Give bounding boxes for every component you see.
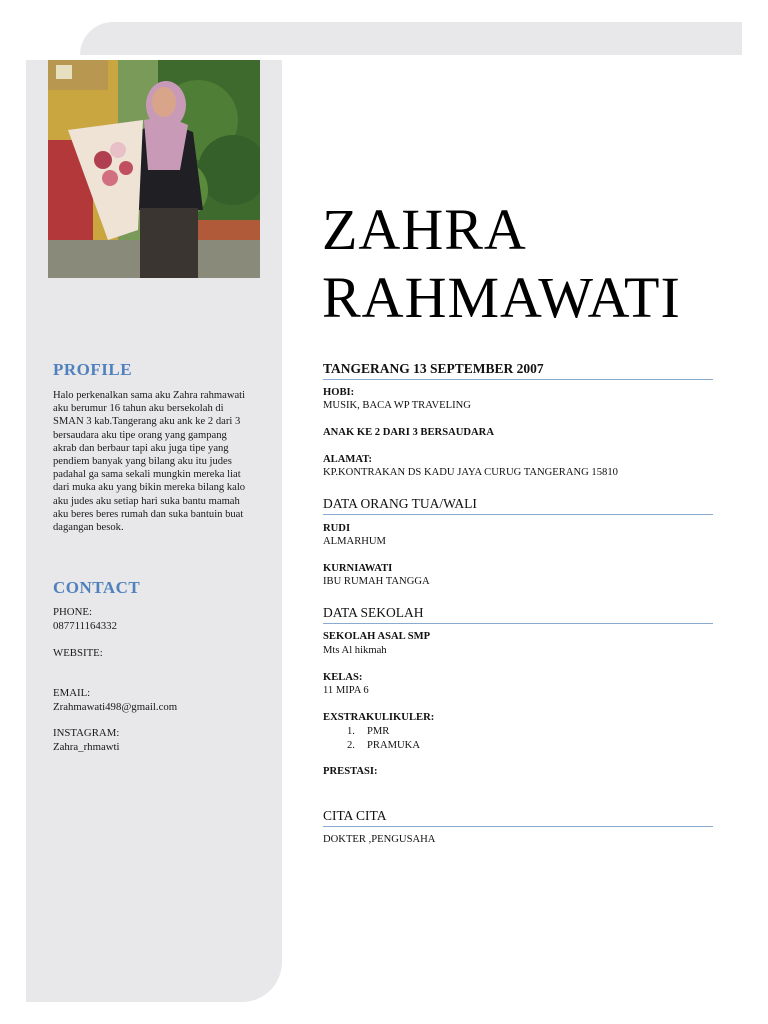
website-block — [53, 647, 103, 661]
alamat-value: KP.KONTRAKAN DS KADU JAYA CURUG TANGERANG 15810 — [323, 467, 618, 478]
profile-line: bersaudara aku tipe orang yang gampang — [53, 429, 227, 441]
birth-info: TANGERANG 13 SEPTEMBER 2007 — [323, 361, 544, 376]
profile-line: akrab dan berbaur tapi aku juga tipe yang — [53, 442, 229, 454]
instagram-block — [53, 727, 120, 754]
profile-line: padahal ga sama sekali mungkin mereka liat — [53, 469, 241, 481]
divider — [323, 379, 713, 380]
instagram-label: INSTAGRAM: — [53, 727, 120, 739]
profile-line: pendiem banyak yang bilang aku itu judes — [53, 456, 232, 468]
smp-value: Mts Al hikmah — [323, 645, 387, 656]
profile-line: dari muka aku yang bikin mereka bilang kalo — [53, 482, 246, 494]
mother-status: IBU RUMAH TANGGA — [323, 576, 430, 587]
instagram-value: Zahra_rhmawti — [53, 740, 120, 753]
top-band — [80, 22, 742, 55]
divider — [323, 514, 713, 515]
sekolah-title: DATA SEKOLAH — [323, 605, 424, 620]
profile-text — [53, 389, 263, 534]
divider — [323, 826, 713, 827]
smp-label: SEKOLAH ASAL SMP — [323, 631, 431, 642]
full-name — [322, 196, 681, 332]
phone-block — [53, 606, 117, 633]
cita-value: DOKTER ,PENGUSAHA — [323, 834, 436, 845]
list-item: 2. PRAMUKA — [347, 739, 420, 751]
first-name: ZAHRA — [322, 197, 527, 262]
profile-line: aku berumur 16 tahun aku bersekolah di — [53, 403, 224, 415]
profile-line: aku judes aku setiap hari suka bantu mamah — [53, 495, 240, 507]
website-label: WEBSITE: — [53, 647, 103, 659]
email-block — [53, 687, 177, 714]
father-status: ALMARHUM — [323, 536, 386, 547]
cita-title: CITA CITA — [323, 808, 387, 823]
profile-heading: PROFILE — [53, 360, 133, 379]
last-name: RAHMAWATI — [322, 265, 681, 330]
anak-info: ANAK KE 2 DARI 3 BERSAUDARA — [323, 427, 494, 438]
email-value[interactable]: Zrahmawati498@gmail.com — [53, 700, 178, 713]
contact-heading: CONTACT — [53, 578, 141, 597]
father-name: RUDI — [323, 523, 351, 534]
alamat-label: ALAMAT: — [323, 454, 373, 465]
profile-line: dagangan besok. — [53, 522, 124, 534]
profile-line: Halo perkenalkan sama aku Zahra rahmawati — [53, 390, 246, 401]
phone-label: PHONE: — [53, 606, 92, 618]
profile-line: aku beres beres rumah dan suka bantuin buat — [53, 508, 244, 520]
kelas-label: KELAS: — [323, 672, 363, 683]
ekskul-list — [347, 725, 420, 752]
prestasi-label: PRESTASI: — [323, 766, 378, 777]
profile-photo — [48, 60, 260, 278]
list-item: 1. PMR — [347, 726, 390, 737]
phone-value: 087711164332 — [53, 619, 117, 632]
mother-name: KURNIAWATI — [323, 563, 393, 574]
email-label: EMAIL: — [53, 687, 91, 699]
profile-line: SMAN 3 kab.Tangerang aku ank ke 2 dari 3 — [53, 416, 241, 428]
orang-tua-title: DATA ORANG TUA/WALI — [323, 496, 477, 511]
divider — [323, 623, 713, 624]
ekskul-label: EXSTRAKULIKULER: — [323, 712, 435, 723]
hobi-value: MUSIK, BACA WP TRAVELING — [323, 400, 471, 411]
kelas-value: 11 MIPA 6 — [323, 685, 369, 696]
hobi-label: HOBI: — [323, 387, 355, 398]
